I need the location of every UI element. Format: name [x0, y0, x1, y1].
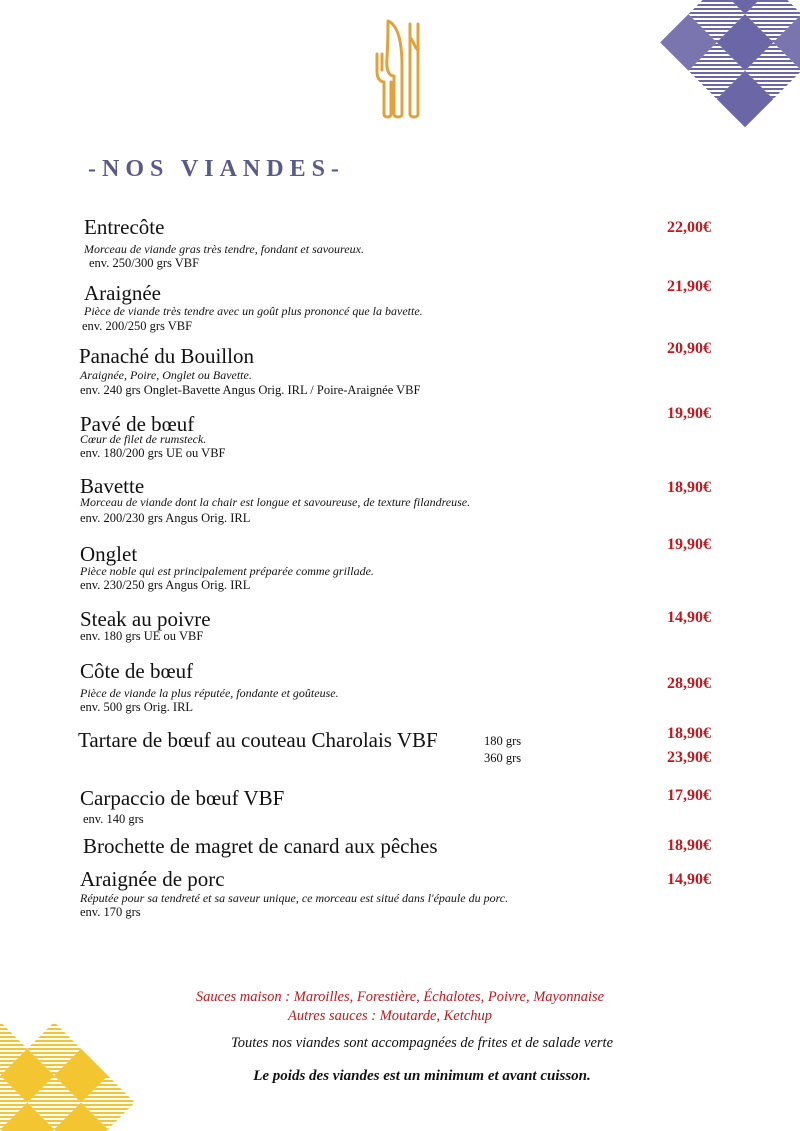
item-weight: env. 180/200 grs UE ou VBF [80, 446, 226, 460]
item-price: 14,90€ [667, 871, 711, 888]
item-description: Cœur de filet de rumsteck. [80, 432, 207, 446]
item-weight: env. 200/230 grs Angus Orig. IRL [80, 511, 251, 525]
section-title: -NOS VIANDES- [88, 156, 345, 182]
weight-note: Le poids des viandes est un minimum et avant cuisson. [253, 1068, 591, 1084]
item-name: Pavé de bœuf [80, 412, 195, 436]
item-name: Entrecôte [84, 215, 165, 239]
item-weight: env. 170 grs [80, 905, 141, 919]
item-description: Araignée, Poire, Onglet ou Bavette. [80, 368, 252, 382]
item-description: Pièce noble qui est principalement préparée comme grillade. [80, 564, 374, 578]
item-size: 360 grs [484, 751, 522, 765]
item-price: 14,90€ [667, 609, 711, 626]
item-description: Pièce de viande très tendre avec un goût plus prononcé que la bavette. [84, 304, 423, 318]
item-price: 20,90€ [667, 340, 711, 357]
item-name: Onglet [80, 542, 138, 566]
gingham-decoration-top-right [620, 0, 800, 160]
item-name: Araignée [84, 281, 161, 305]
item-name: Araignée de porc [80, 867, 225, 891]
sauces-line: Sauces maison : Maroilles, Forestière, Échalotes, Poivre, Mayonnaise [195, 989, 605, 1005]
item-price: 19,90€ [667, 536, 711, 553]
item-name: Steak au poivre [80, 607, 211, 631]
item-size: 180 grs [484, 734, 522, 748]
item-weight: env. 200/250 grs VBF [82, 319, 193, 333]
item-weight: env. 500 grs Orig. IRL [80, 700, 194, 714]
item-weight: env. 230/250 grs Angus Orig. IRL [80, 578, 251, 592]
item-price: 28,90€ [667, 675, 711, 692]
accompaniment-note: Toutes nos viandes sont accompagnées de frites et de salade verte [230, 1035, 614, 1051]
item-weight: env. 240 grs Onglet-Bavette Angus Orig. IRL / Poire-Araignée VBF [80, 383, 421, 397]
item-price: 19,90€ [667, 405, 711, 422]
item-name: Carpaccio de bœuf VBF [80, 786, 285, 810]
item-name: Brochette de magret de canard aux pêches [83, 834, 438, 858]
item-price: 23,90€ [667, 749, 711, 766]
item-price: 18,90€ [667, 725, 711, 742]
item-price: 18,90€ [667, 479, 711, 496]
item-weight: env. 180 grs UE ou VBF [80, 629, 204, 643]
item-weight: env. 140 grs [83, 812, 144, 826]
item-description: Réputée pour sa tendreté et sa saveur unique, ce morceau est situé dans l'épaule du porc. [80, 891, 509, 905]
item-description: Morceau de viande gras très tendre, fondant et savoureux. [84, 242, 364, 256]
item-description: Pièce de viande la plus réputée, fondante et goûteuse. [80, 686, 339, 700]
item-price: 17,90€ [667, 787, 711, 804]
other-sauces-line: Autres sauces : Moutarde, Ketchup [288, 1008, 492, 1024]
item-price: 18,90€ [667, 837, 711, 854]
item-name: Côte de bœuf [80, 659, 194, 683]
item-price: 22,00€ [667, 219, 711, 236]
cutlery-icon [374, 18, 422, 120]
item-weight: env. 250/300 grs VBF [89, 256, 200, 270]
item-name: Panaché du Bouillon [79, 344, 254, 368]
item-name: Tartare de bœuf au couteau Charolais VBF [78, 728, 438, 752]
item-description: Morceau de viande dont la chair est longue et savoureuse, de texture filandreuse. [80, 495, 471, 509]
item-name: Bavette [80, 474, 145, 498]
item-price: 21,90€ [667, 278, 711, 295]
